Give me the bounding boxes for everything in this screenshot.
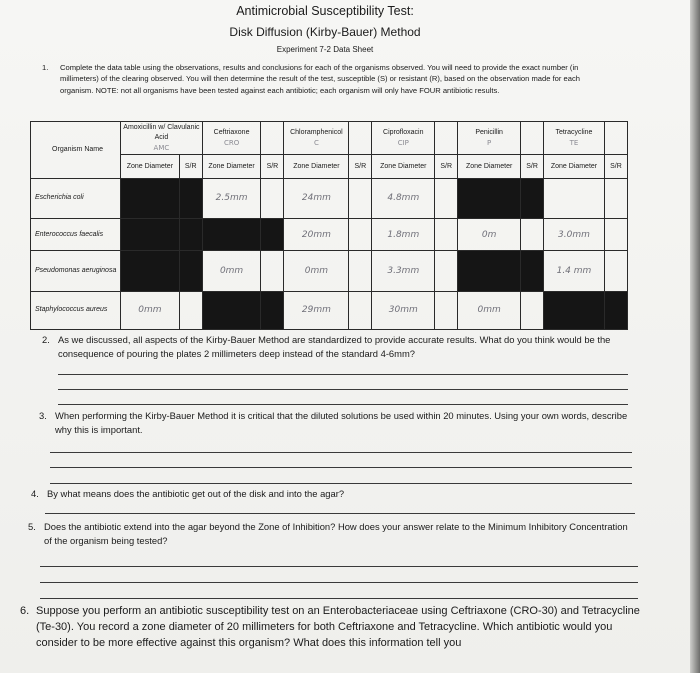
results-table <box>30 121 628 330</box>
blocked-cell <box>179 251 202 292</box>
antibiotic-header-row <box>31 122 628 155</box>
question-5: 5. Does the antibiotic extend into the agar beyond the Zone of Inhibition? How does your answer relate to the Minimum Inhibitory Concentration of the organism being tested? <box>28 521 628 546</box>
sr-cell[interactable] <box>435 219 458 251</box>
zone-diameter-header: Zone Diameter <box>202 155 261 178</box>
zone-diameter-cell[interactable]: 0mm <box>121 291 180 329</box>
instructions <box>42 62 615 96</box>
antibiotic-header: Ceftriaxone CRO <box>202 122 261 155</box>
blocked-cell <box>521 178 544 219</box>
zone-diameter-cell[interactable]: 0mm <box>284 251 349 292</box>
zone-diameter-cell[interactable]: 2.5mm <box>202 178 261 219</box>
instruction-text: Complete the data table using the observations, results and conclusions for each of the organisms observed. You will need to provide the exact number (in millimeters) of the clearing observed. You will then determine the result of the test, susceptible (S) or resistant (R), based on the observation made for each organism. NOTE: not all organisms have been tested against each antibiotic; each organism will only have FOUR antibiotic results. <box>60 63 581 95</box>
zone-diameter-cell[interactable]: 1.4 mm <box>544 251 605 292</box>
answer-line[interactable] <box>58 389 628 390</box>
blocked-cell <box>121 251 180 292</box>
sr-header: S/R <box>179 155 202 178</box>
zone-diameter-header: Zone Diameter <box>372 155 435 178</box>
sr-header: S/R <box>521 155 544 178</box>
blocked-cell <box>544 291 605 329</box>
answer-line[interactable] <box>50 483 632 484</box>
antibiotic-header: Tetracycline TE <box>544 122 605 155</box>
sr-cell[interactable] <box>349 219 372 251</box>
zone-diameter-header: Zone Diameter <box>121 155 180 178</box>
table-row <box>31 219 628 251</box>
antibiotic-header: Amoxicillin w/ Clavulanic Acid AMC <box>121 122 203 155</box>
sr-cell[interactable] <box>435 291 458 329</box>
sr-cell[interactable] <box>349 178 372 219</box>
sr-cell[interactable] <box>521 291 544 329</box>
sr-header: S/R <box>349 155 372 178</box>
antibiotic-header: Chloramphenicol C <box>284 122 349 155</box>
zone-diameter-cell[interactable]: 0mm <box>458 291 521 329</box>
organism-name: Staphylococcus aureus <box>31 291 121 329</box>
blocked-cell <box>121 219 180 251</box>
zone-diameter-header: Zone Diameter <box>458 155 521 178</box>
blocked-cell <box>604 291 627 329</box>
sr-cell[interactable] <box>435 251 458 292</box>
page-shadow-edge <box>690 0 700 673</box>
question-4: 4. By what means does the antibiotic get out of the disk and into the agar? <box>31 488 345 499</box>
table-row <box>31 291 628 329</box>
answer-line[interactable] <box>40 566 638 567</box>
question-2: 2. As we discussed, all aspects of the Kirby-Bauer Method are standardized to provide accurate results. What do you think would be the consequence of pouring the plates 2 millimeters deep instead of the standard 4-6mm? <box>42 334 611 359</box>
zone-diameter-cell[interactable]: 24mm <box>284 178 349 219</box>
blocked-cell <box>179 178 202 219</box>
answer-line[interactable] <box>45 513 635 514</box>
instruction-number: 1. <box>42 63 49 72</box>
worksheet-subtitle: Disk Diffusion (Kirby-Bauer) Method <box>229 25 421 39</box>
blocked-cell <box>458 251 521 292</box>
zone-diameter-cell[interactable] <box>544 178 605 219</box>
answer-line[interactable] <box>40 582 638 583</box>
sr-cell[interactable] <box>604 251 627 292</box>
answer-line[interactable] <box>58 374 628 375</box>
zone-diameter-cell[interactable]: 0mm <box>202 251 261 292</box>
sr-cell[interactable] <box>179 291 202 329</box>
zone-diameter-cell[interactable]: 3.0mm <box>544 219 605 251</box>
blocked-cell <box>521 251 544 292</box>
answer-line[interactable] <box>50 452 632 453</box>
organism-name: Escherichia coli <box>31 178 121 219</box>
zone-diameter-cell[interactable]: 20mm <box>284 219 349 251</box>
sr-header: S/R <box>261 155 284 178</box>
blocked-cell <box>261 291 284 329</box>
blocked-cell <box>458 178 521 219</box>
sr-cell[interactable] <box>435 178 458 219</box>
zone-diameter-cell[interactable]: 30mm <box>372 291 435 329</box>
table-row <box>31 251 628 292</box>
sr-cell[interactable] <box>349 291 372 329</box>
antibiotic-header: Penicillin P <box>458 122 521 155</box>
zone-diameter-cell[interactable]: 1.8mm <box>372 219 435 251</box>
antibiotic-header: Ciprofloxacin CIP <box>372 122 435 155</box>
blocked-cell <box>121 178 180 219</box>
blocked-cell <box>179 219 202 251</box>
sr-header: S/R <box>435 155 458 178</box>
sr-cell[interactable] <box>349 251 372 292</box>
blocked-cell <box>261 219 284 251</box>
sr-cell[interactable] <box>604 219 627 251</box>
zone-diameter-cell[interactable]: 3.3mm <box>372 251 435 292</box>
sr-cell[interactable] <box>261 178 284 219</box>
question-3: 3. When performing the Kirby-Bauer Method it is critical that the diluted solutions be used within 20 minutes. Using your own words, describe why this is important. <box>39 410 628 435</box>
organism-name: Enterococcus faecalis <box>31 219 121 251</box>
blocked-cell <box>202 219 261 251</box>
zone-diameter-cell[interactable]: 0m <box>458 219 521 251</box>
blocked-cell <box>202 291 261 329</box>
sr-cell[interactable] <box>261 251 284 292</box>
zone-diameter-cell[interactable]: 29mm <box>284 291 349 329</box>
subheader-row <box>31 155 628 178</box>
zone-diameter-header: Zone Diameter <box>544 155 605 178</box>
answer-line[interactable] <box>50 467 632 468</box>
worksheet-title: Antimicrobial Susceptibility Test: <box>236 4 414 18</box>
organism-name: Pseudomonas aeruginosa <box>31 251 121 292</box>
question-6: 6. Suppose you perform an antibiotic susceptibility test on an Enterobacteriaceae using Ceftriaxone (CRO-30) and Tetracycline (Te-30). You record a zone diameter of 20 millimeters for both Ceftriaxone and Tetracycline. Which antibiotic would you consider to be more effective against this organism? What does this information tell you <box>20 605 640 649</box>
table-row <box>31 178 628 219</box>
sr-cell[interactable] <box>521 219 544 251</box>
sr-cell[interactable] <box>604 178 627 219</box>
organism-header: Organism Name <box>31 122 121 179</box>
answer-line[interactable] <box>58 404 628 405</box>
sr-header: S/R <box>604 155 627 178</box>
zone-diameter-cell[interactable]: 4.8mm <box>372 178 435 219</box>
experiment-label: Experiment 7-2 Data Sheet <box>276 45 374 54</box>
zone-diameter-header: Zone Diameter <box>284 155 349 178</box>
answer-line[interactable] <box>40 598 638 599</box>
